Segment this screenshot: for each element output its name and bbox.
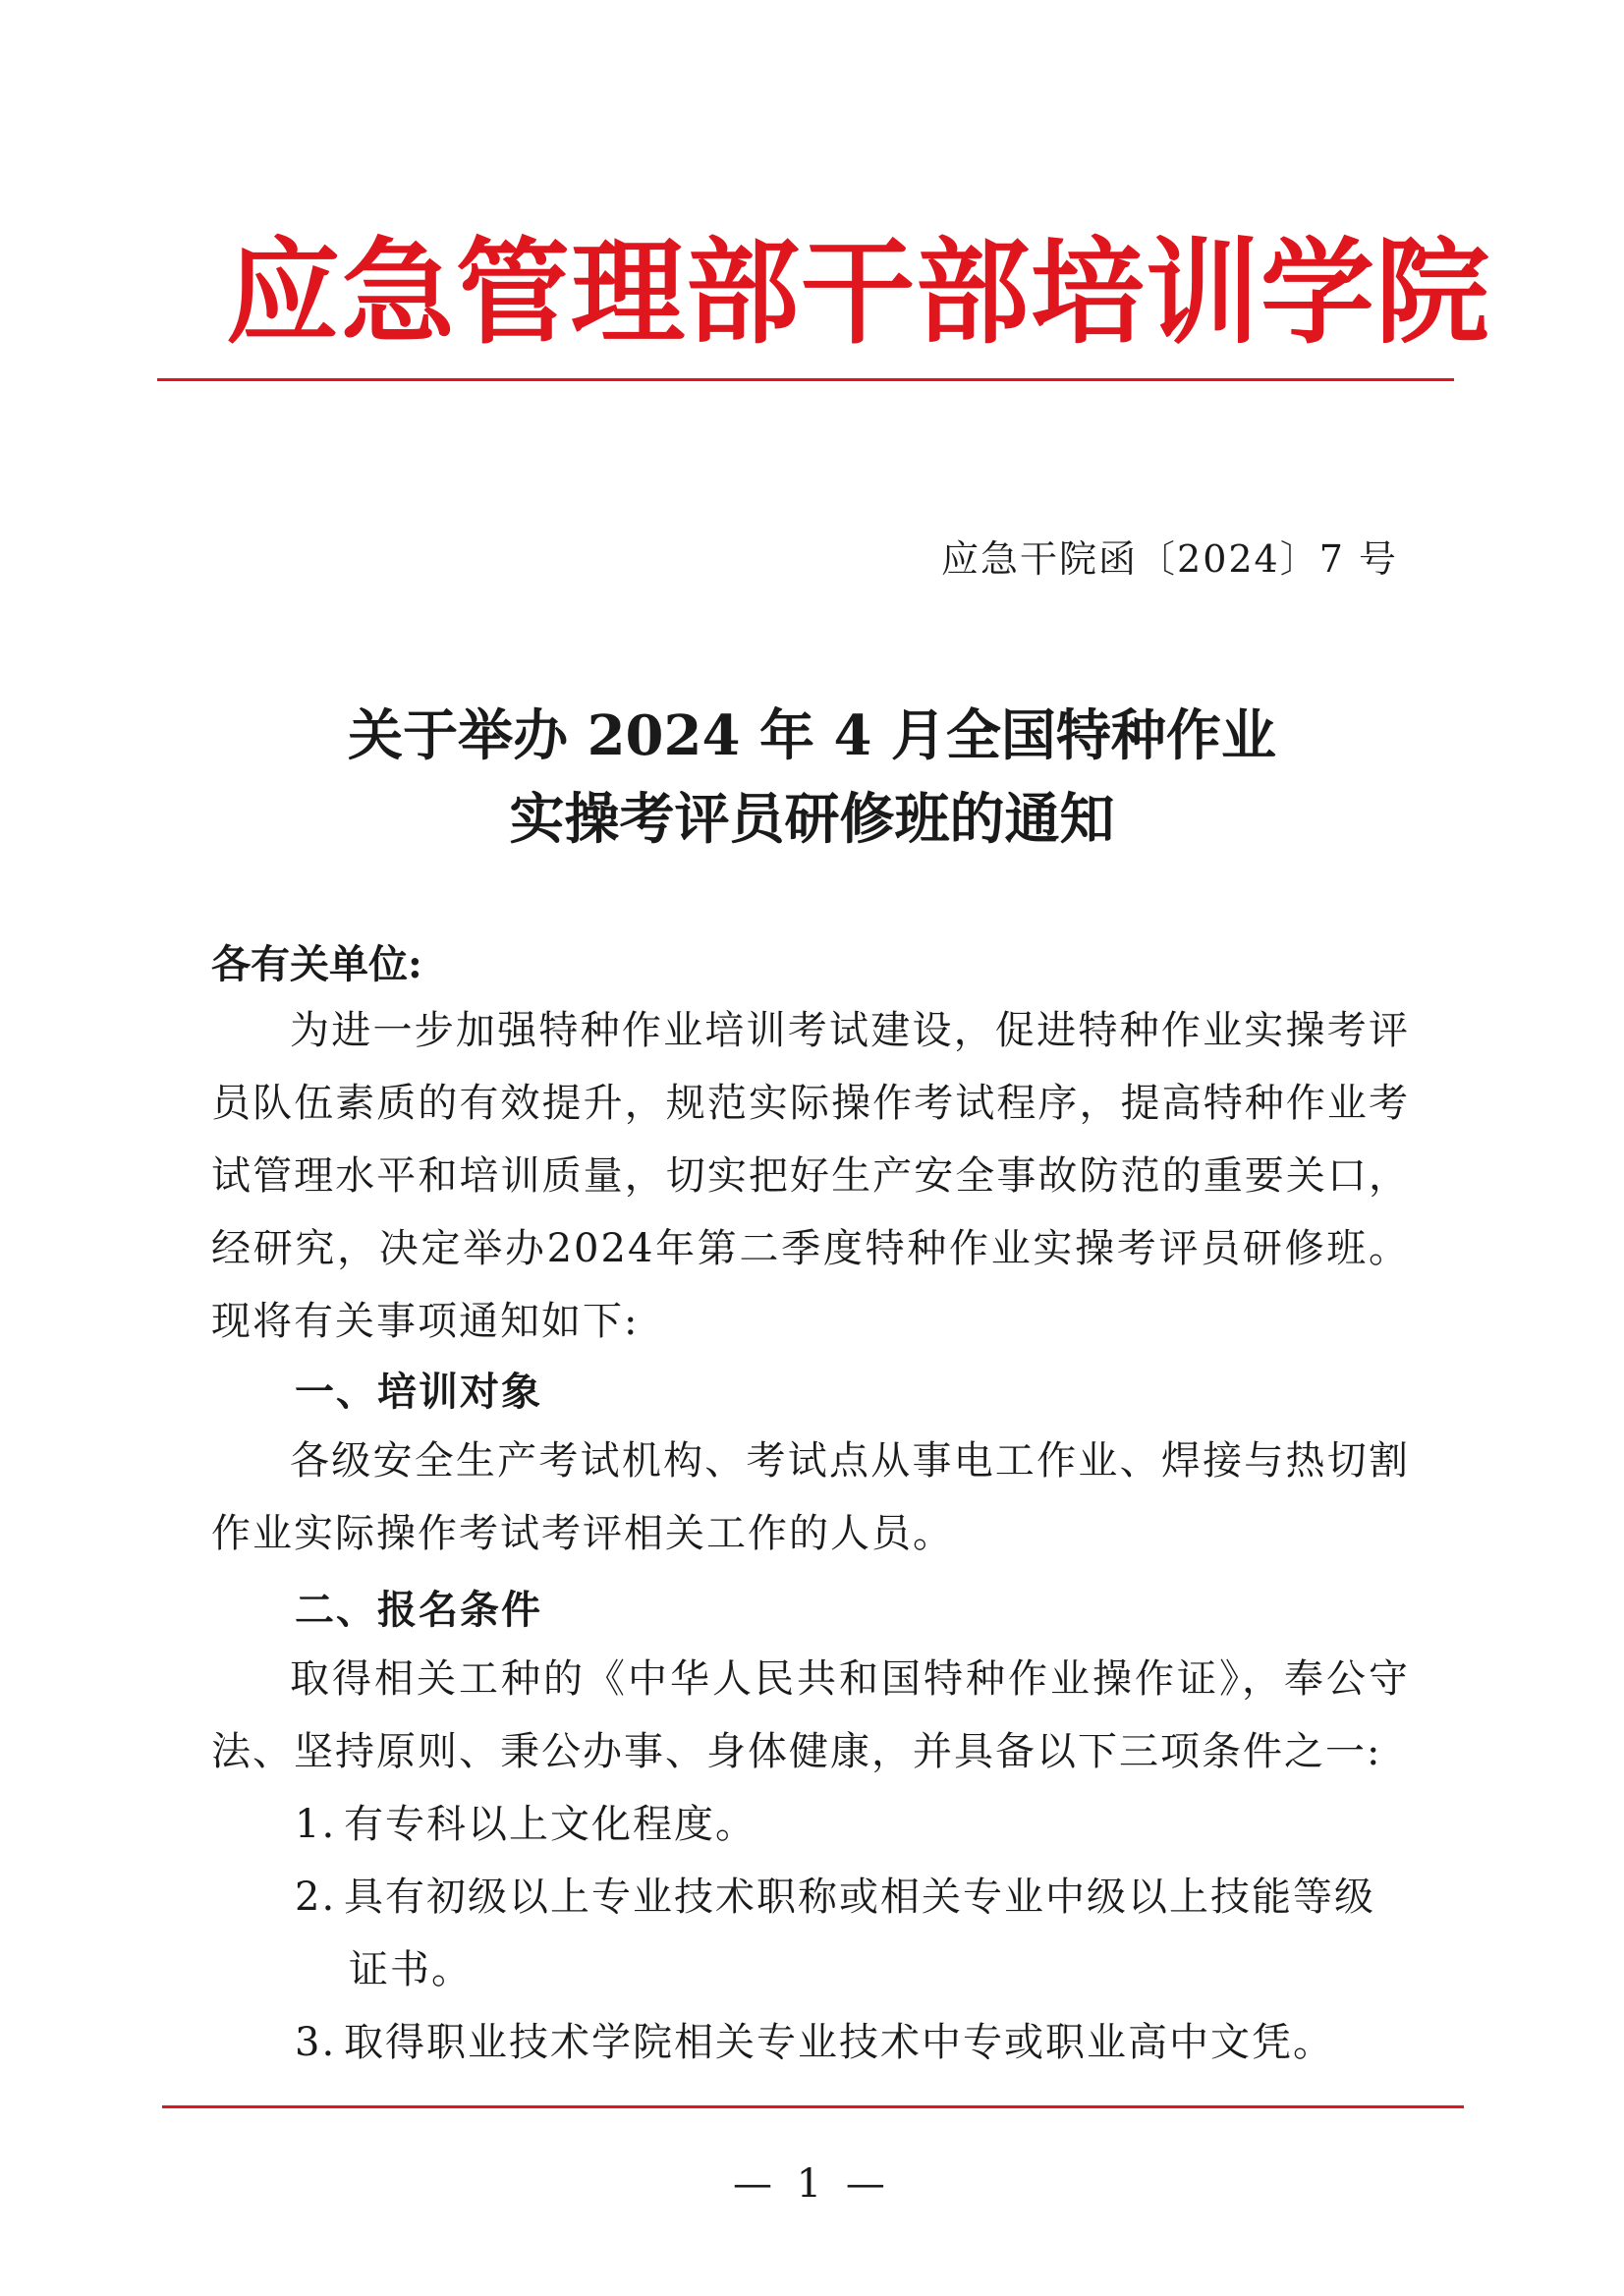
document-title-line-1: 关于举办 2024 年 4 月全国特种作业 (348, 703, 1276, 768)
list-item-text: 具有初级以上专业技术职称或相关专业中级以上技能等级 (344, 1875, 1375, 1920)
section-text-training-targets: 各级安全生产考试机构、考试点从事电工作业、焊接与热切割作业实际操作考试考评相关工作的人员。 (211, 1438, 1410, 1556)
intro-paragraph: 为进一步加强特种作业培训考试建设，促进特种作业实操考评员队伍素质的有效提升，规范实际操作考试程序，提高特种作业考试管理水平和培训质量，切实把好生产安全事故防范的重要关口，经研究，决定举办2024年第二季度特种作业实操考评员研修班。现将有关事项通知如下: (211, 1008, 1410, 1344)
header-red-divider (157, 378, 1454, 381)
list-item (295, 1861, 1415, 2006)
list-item (295, 1788, 1415, 1861)
institution-header: 应急管理部干部培训学院 (226, 227, 1490, 360)
page-number: — 1 — (733, 2161, 891, 2207)
list-item-number: 3. (295, 2020, 337, 2065)
list-item-continuation: 证书。 (349, 1947, 473, 1992)
list-item-text: 有专科以上文化程度。 (344, 1802, 756, 1847)
section-heading-training-targets: 一、培训对象 (295, 1369, 542, 1415)
footer-red-divider (162, 2105, 1464, 2108)
section-heading-requirements: 二、报名条件 (295, 1587, 542, 1633)
document-number: 应急干院函〔2024〕7 号 (941, 537, 1398, 581)
document-title-line-2: 实操考评员研修班的通知 (509, 787, 1115, 852)
list-item-number: 1. (295, 1802, 337, 1847)
list-item-text: 取得职业技术学院相关专业技术中专或职业高中文凭。 (344, 2020, 1334, 2065)
list-item-number: 2. (295, 1875, 337, 1920)
section-text-requirements: 取得相关工种的《中华人民共和国特种作业操作证》，奉公守法、坚持原则、秉公办事、身体健康，并具备以下三项条件之一: (211, 1656, 1410, 1774)
list-item (295, 2006, 1415, 2079)
salutation: 各有关单位: (211, 941, 422, 987)
